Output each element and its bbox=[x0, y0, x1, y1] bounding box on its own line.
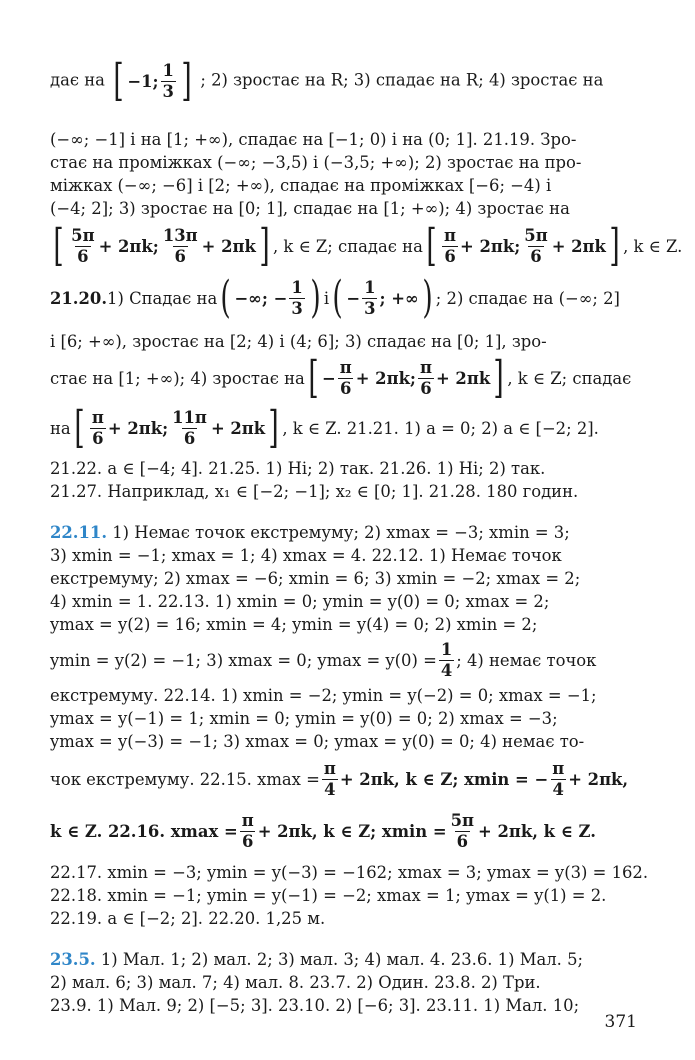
answer-paragraph bbox=[50, 948, 636, 1017]
answer-paragraph bbox=[50, 457, 636, 503]
text: дає на bbox=[50, 70, 111, 90]
interval-paren: ( − $\frac{1}{3}$ ; +∞ ) bbox=[332, 272, 433, 323]
problem-number: 21.20. bbox=[50, 288, 108, 308]
interval-bracket: [ $\frac{\pi}{6}$ + 2πk; $\frac{5\pi}{6}$ + 2πk ] bbox=[426, 220, 620, 271]
text-line: 21.22. a ∈ [−4; 4]. 21.25. 1) Ні; 2) так. 21.26. 1) Ні; 2) так. bbox=[50, 459, 546, 478]
text-line: 4) xmin = 1. 22.13. 1) xmin = 0; ymin = y(0) = 0; xmax = 2; bbox=[50, 592, 550, 611]
answer-line bbox=[50, 353, 636, 403]
text-line: 3) xmin = −1; xmax = 1; 4) xmax = 4. 22.12. 1) Немає точок bbox=[50, 546, 562, 565]
text-line: і [6; +∞), зростає на [2; 4) і (4; 6]; 3) спадає на [0; 1], зро- bbox=[50, 332, 547, 351]
text-line: 2) мал. 6; 3) мал. 7; 4) мал. 8. 23.7. 2) Один. 23.8. 2) Три. bbox=[50, 973, 541, 992]
text-line: (−∞; −1] і на [1; +∞), спадає на [−1; 0) і на (0; 1]. 21.19. Зро- bbox=[50, 130, 577, 149]
text: , k ∈ Z. 21.21. 1) a = 0; 2) a ∈ [−2; 2]. bbox=[282, 418, 599, 438]
text: на bbox=[50, 418, 71, 438]
answer-paragraph bbox=[50, 684, 636, 753]
text-line: ymax = y(2) = 16; xmin = 4; ymin = y(4) = 0; 2) xmin = 2; bbox=[50, 615, 538, 634]
answer-paragraph bbox=[50, 861, 649, 930]
text-line: 22.19. a ∈ [−2; 2]. 22.20. 1,25 м. bbox=[50, 909, 326, 928]
text: 1) Спадає на bbox=[107, 288, 218, 308]
text-line: ymax = y(−3) = −1; 3) xmax = 0; ymax = y(0) = 0; 4) немає то- bbox=[50, 732, 585, 751]
fraction: $\frac{1}{3}$ bbox=[162, 60, 174, 101]
text-line: (−4; 2]; 3) зростає на [0; 1], спадає на [1; +∞); 4) зростає на bbox=[50, 199, 570, 218]
text-line: 23.9. 1) Мал. 9; 2) [−5; 3]. 23.10. 2) [−6; 3]. 23.11. 1) Мал. 10; bbox=[50, 996, 580, 1015]
text: і bbox=[323, 288, 330, 308]
answer-paragraph bbox=[50, 128, 636, 220]
text: ; 2) зростає на R; 3) спадає на R; 4) зростає на bbox=[200, 70, 604, 90]
answers-page bbox=[50, 55, 683, 1017]
math-text: −1; bbox=[127, 71, 159, 91]
text-line: ymax = y(−1) = 1; xmin = 0; ymin = y(0) = 0; 2) xmax = −3; bbox=[50, 709, 558, 728]
text: , k ∈ Z; спадає bbox=[507, 368, 632, 388]
interval-bracket: [ $\frac{\pi}{6}$ + 2πk; $\frac{11\pi}{6}$ + 2πk ] bbox=[74, 402, 279, 453]
answer-line bbox=[50, 403, 636, 453]
section-ref: 22.11. bbox=[50, 523, 108, 542]
answer-paragraph bbox=[50, 521, 636, 636]
text: ymin = y(2) = −1; 3) xmax = 0; ymax = y(0) = bbox=[50, 650, 437, 670]
text: 1) Мал. 1; 2) мал. 2; 3) мал. 3; 4) мал. 4. 23.6. 1) Мал. 5; bbox=[95, 950, 584, 969]
answer-line: k ∈ Z. 22.16. xmax = $\frac{\pi}{6}$ + 2πk, k ∈ Z; xmin = $\frac{5\pi}{6}$ + 2πk, k ∈ Z. bbox=[50, 810, 596, 851]
text-line: 21.27. Наприклад, x₁ ∈ [−2; −1]; x₂ ∈ [0; 1]. 21.28. 180 годин. bbox=[50, 482, 579, 501]
answer-line bbox=[50, 272, 636, 324]
interval-bracket: [ −1; $\frac{1}{3}$ ] bbox=[113, 55, 192, 106]
answer-line bbox=[50, 56, 636, 106]
answer-line: чок екстремуму. 22.15. xmax = $\frac{\pi}{4}$ + 2πk, k ∈ Z; xmin = − $\frac{\pi}{4}$ + 2πk, bbox=[50, 758, 629, 799]
page-number: 371 bbox=[604, 1012, 637, 1032]
text: ; 2) спадає на (−∞; 2] bbox=[435, 288, 620, 308]
text-line: міжках (−∞; −6] і [2; +∞), спадає на проміжках [−6; −4) і bbox=[50, 176, 552, 195]
text: чок екстремуму. 22.15. xmax = bbox=[50, 769, 320, 789]
text: ; 4) немає точок bbox=[456, 650, 597, 670]
interval-paren: ( −∞; − $\frac{1}{3}$ ) bbox=[220, 272, 321, 323]
interval-bracket: [ $\frac{5\pi}{6}$ + 2πk; $\frac{13\pi}{6}$ + 2πk ] bbox=[53, 220, 270, 271]
text-line: екстремуму; 2) xmax = −6; xmin = 6; 3) xmin = −2; xmax = 2; bbox=[50, 569, 581, 588]
text-line: 22.18. xmin = −1; ymin = y(−1) = −2; xmax = 1; ymax = y(1) = 2. bbox=[50, 886, 607, 905]
text: 1) Немає точок екстремуму; 2) xmax = −3; xmin = 3; bbox=[107, 523, 570, 542]
text: , k ∈ Z; спадає на bbox=[273, 236, 423, 256]
text: , k ∈ Z. bbox=[623, 236, 683, 256]
text-line: стає на проміжках (−∞; −3,5) і (−3,5; +∞); 2) зростає на про- bbox=[50, 153, 582, 172]
section-ref: 23.5. bbox=[50, 950, 96, 969]
text-line: 22.17. xmin = −3; ymin = y(−3) = −162; xmax = 3; ymax = y(3) = 162. bbox=[50, 863, 649, 882]
text: стає на [1; +∞); 4) зростає на bbox=[50, 368, 305, 388]
answer-paragraph bbox=[50, 330, 636, 353]
text-line: екстремуму. 22.14. 1) xmin = −2; ymin = y(−2) = 0; xmax = −1; bbox=[50, 686, 597, 705]
answer-line bbox=[50, 220, 683, 272]
interval-bracket: [ − $\frac{\pi}{6}$ + 2πk; $\frac{\pi}{6}$ + 2πk ] bbox=[308, 352, 504, 403]
answer-line: ymin = y(2) = −1; 3) xmax = 0; ymax = y(0) = $\frac{1}{4}$ ; 4) немає точок bbox=[50, 639, 597, 680]
